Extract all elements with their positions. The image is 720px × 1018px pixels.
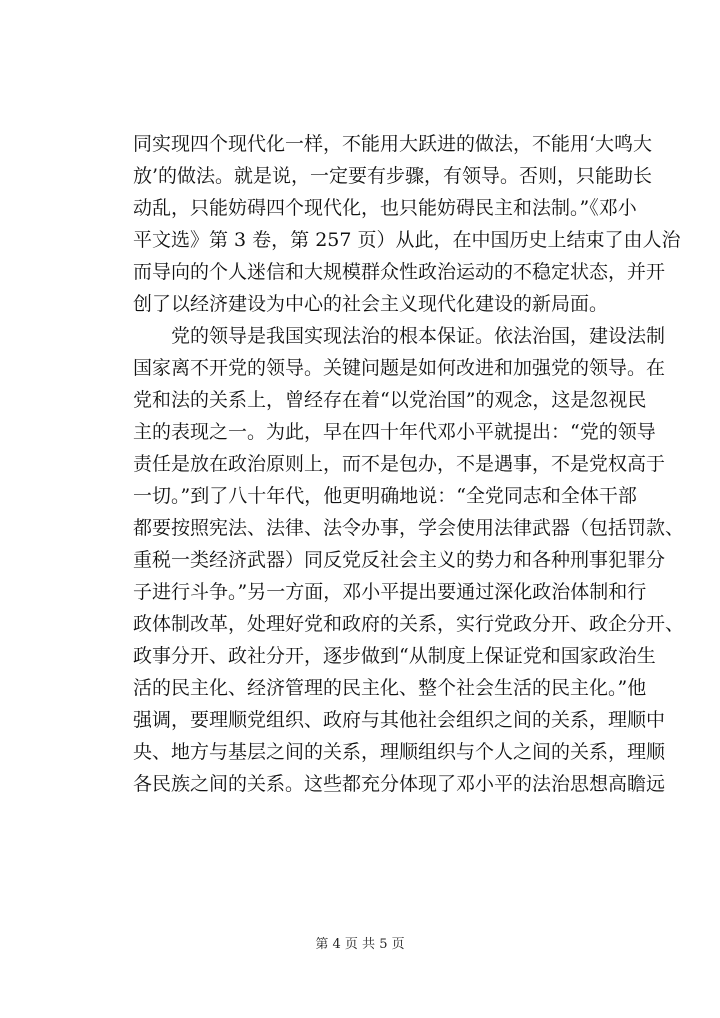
- text-line: 政事分开、政社分开，逐步做到“从制度上保证党和国家政治生: [133, 645, 656, 667]
- text-line: 央、地方与基层之间的关系，理顺组织与个人之间的关系，理顺: [133, 741, 666, 763]
- text-line: 主的表现之一。为此，早在四十年代邓小平就提出：“党的领导: [133, 421, 656, 443]
- text-line: 党的领导是我国实现法治的根本保证。依法治国，建设法制: [133, 325, 666, 347]
- text-line: 责任是放在政治原则上，而不是包办，不是遇事，不是党权高于: [133, 453, 666, 475]
- text-line: 同实现四个现代化一样，不能用大跃进的做法，不能用‘大鸣大: [133, 133, 653, 155]
- text-line: 党和法的关系上，曾经存在着“以党治国”的观念，这是忽视民: [133, 389, 647, 411]
- text-line: 一切。”到了八十年代，他更明确地说：“全党同志和全体干部: [133, 485, 637, 507]
- text-line: 平文选》第 3 卷，第 257 页）从此，在中国历史上结束了由人治: [133, 229, 681, 251]
- text-line: 重税一类经济武器）同反党反社会主义的势力和各种刑事犯罪分: [133, 549, 666, 571]
- text-line: 国家离不开党的领导。关键问题是如何改进和加强党的领导。在: [133, 357, 666, 379]
- body-text: [133, 128, 685, 800]
- text-line: 动乱，只能妨碍四个现代化，也只能妨碍民主和法制。”《邓小: [133, 197, 637, 219]
- text-line: 政体制改革，处理好党和政府的关系，实行党政分开、政企分开、: [133, 613, 685, 635]
- text-line: 都要按照宪法、法律、法令办事，学会使用法律武器（包括罚款、: [133, 517, 685, 539]
- text-line: 子进行斗争。”另一方面，邓小平提出要通过深化政治体制和行: [133, 581, 647, 603]
- text-line: 创了以经济建设为中心的社会主义现代化建设的新局面。: [133, 293, 609, 315]
- text-line: 强调，要理顺党组织、政府与其他社会组织之间的关系，理顺中: [133, 709, 666, 731]
- text-line: 而导向的个人迷信和大规模群众性政治运动的不稳定状态，并开: [133, 261, 666, 283]
- page-footer: 第 4 页 共 5 页: [315, 937, 405, 952]
- text-line: 放’的做法。就是说，一定要有步骤，有领导。否则，只能助长: [133, 165, 653, 187]
- text-line: 活的民主化、经济管理的民主化、整个社会生活的民主化。”他: [133, 677, 647, 699]
- text-line: 各民族之间的关系。这些都充分体现了邓小平的法治思想高瞻远: [133, 773, 666, 795]
